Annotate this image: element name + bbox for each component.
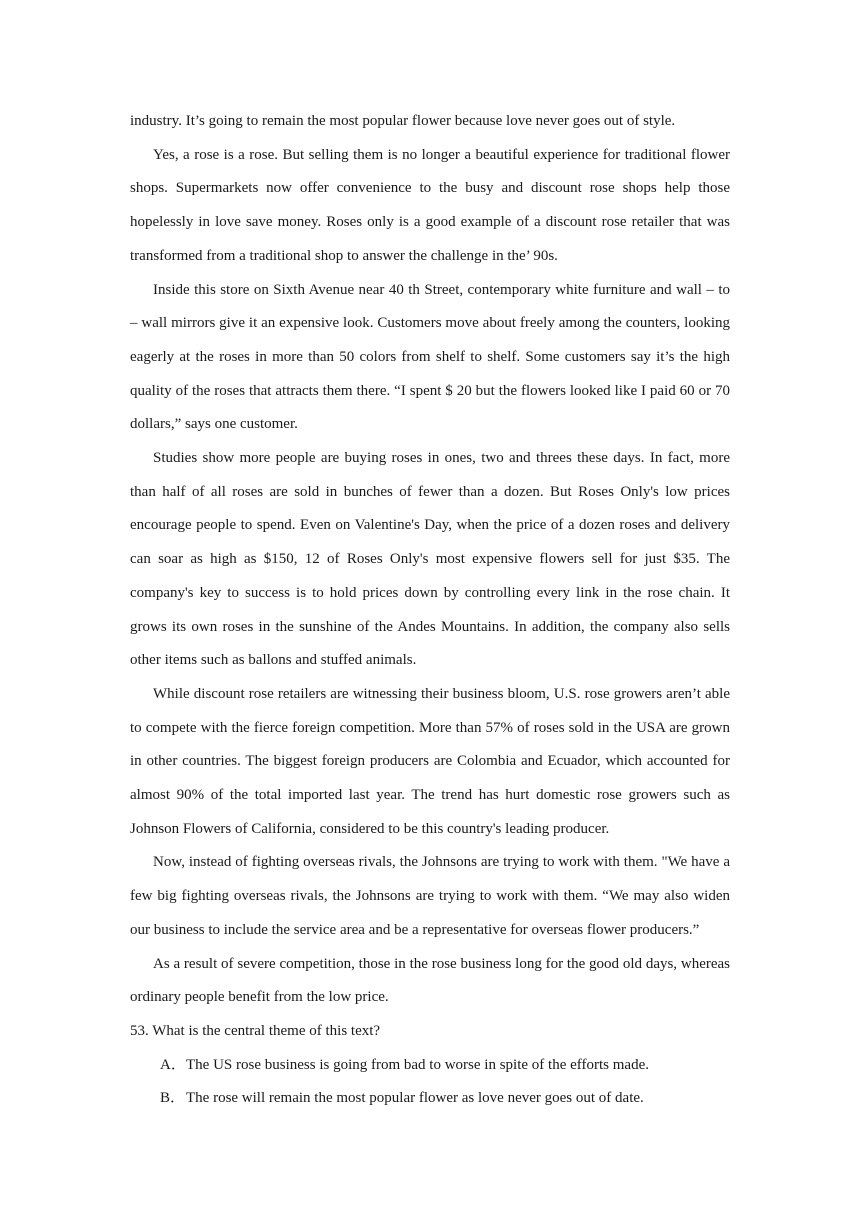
paragraph-5: While discount rose retailers are witnessing their business bloom, U.S. rose growers aren’t able to compete with the fierce foreign competition. More than 57% of roses sold in the USA are grown in other countries. The biggest foreign producers are Colombia and Ecuador, which accounted for almost 90% of the total imported last year. The trend has hurt domestic rose growers such as Johnson Flowers of California, considered to be this country's leading producer. bbox=[130, 685, 730, 837]
option-letter: B． bbox=[160, 1090, 186, 1107]
option-a bbox=[130, 1049, 730, 1083]
question-text: 53. What is the central theme of this text? bbox=[130, 1022, 381, 1039]
paragraph-6: Now, instead of fighting overseas rivals, the Johnsons are trying to work with them. "We have a few big fighting overseas rivals, the Johnsons are trying to work with them. “We may also widen our business to include the service area and be a representative for overseas flower producers.” bbox=[130, 854, 730, 938]
paragraph-1: industry. It’s going to remain the most popular flower because love never goes out of style. bbox=[130, 113, 676, 129]
passage bbox=[130, 105, 730, 1015]
option-letter: A． bbox=[160, 1056, 186, 1073]
paragraph-3: Inside this store on Sixth Avenue near 40 th Street, contemporary white furniture and wall – to – wall mirrors give it an expensive look. Customers move about freely among the counters, looking eagerly at the roses in more than 50 colors from shelf to shelf. Some customers say it’s the high quality of the roses that attracts them there. “I spent $ 20 but the flowers looked like I paid 60 or 70 dollars,” says one customer. bbox=[130, 281, 730, 433]
option-text: The rose will remain the most popular flower as love never goes out of date. bbox=[186, 1090, 644, 1107]
question-block bbox=[130, 1015, 730, 1116]
document-page bbox=[130, 105, 730, 1116]
option-b bbox=[130, 1082, 730, 1116]
paragraph-2: Yes, a rose is a rose. But selling them is no longer a beautiful experience for traditional flower shops. Supermarkets now offer convenience to the busy and discount rose shops help those hopelessly in love save money. Roses only is a good example of a discount rose retailer that was transformed from a traditional shop to answer the challenge in the’ 90s. bbox=[130, 146, 730, 264]
paragraph-7: As a result of severe competition, those in the rose business long for the good old days, whereas ordinary people benefit from the low price. bbox=[130, 955, 730, 1006]
option-text: The US rose business is going from bad to worse in spite of the efforts made. bbox=[186, 1056, 649, 1073]
paragraph-4: Studies show more people are buying roses in ones, two and threes these days. In fact, more than half of all roses are sold in bunches of fewer than a dozen. But Roses Only's low prices encourage people to spend. Even on Valentine's Day, when the price of a dozen roses and delivery can soar as high as $150, 12 of Roses Only's most expensive flowers sell for just $35. The company's key to success is to hold prices down by controlling every link in the rose chain. It grows its own roses in the sunshine of the Andes Mountains. In addition, the company also sells other items such as ballons and stuffed animals. bbox=[130, 450, 730, 669]
